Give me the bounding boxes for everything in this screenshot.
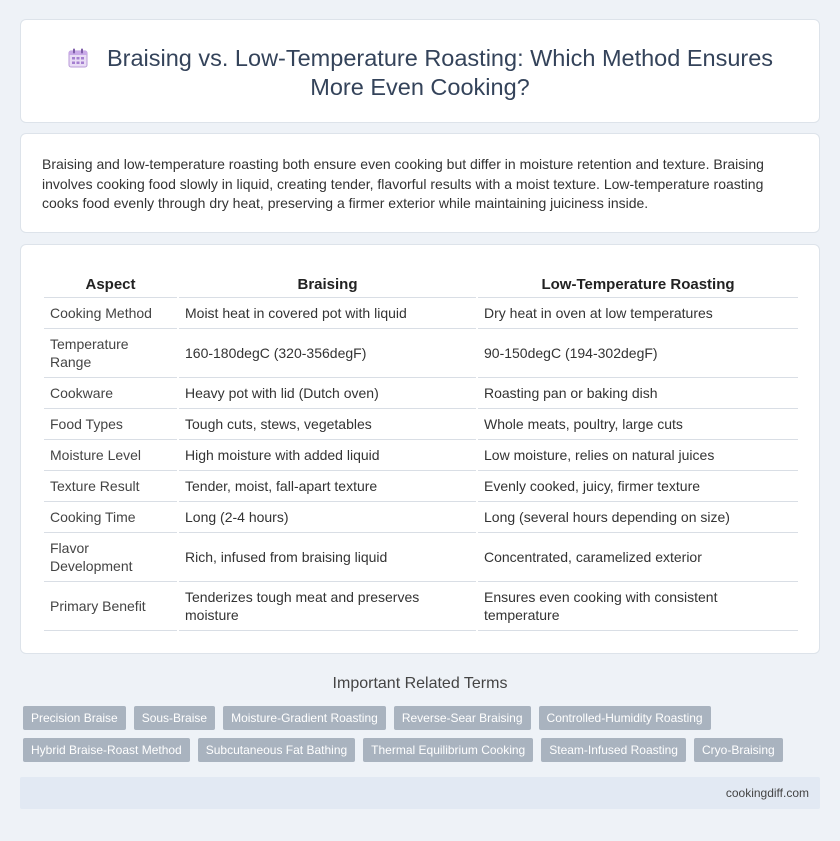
table-row [44, 378, 798, 409]
tag-thermal-equilibrium-cooking[interactable]: Thermal Equilibrium Cooking [363, 738, 533, 762]
cell-aspect: Cooking Method [44, 298, 177, 329]
cell-aspect: Flavor Development [44, 533, 177, 582]
header-roasting: Low-Temperature Roasting [478, 272, 798, 298]
table-row [44, 440, 798, 471]
table-header-row [44, 272, 798, 298]
tag-row [23, 738, 813, 762]
table-row [44, 502, 798, 533]
cell-braising: Tenderizes tough meat and preserves moisture [179, 582, 476, 631]
cell-roasting: Evenly cooked, juicy, firmer texture [478, 471, 798, 502]
footer-site-link[interactable]: cookingdiff.com [725, 786, 809, 800]
cell-roasting: Roasting pan or baking dish [478, 378, 798, 409]
cell-braising: High moisture with added liquid [179, 440, 476, 471]
intro-paragraph: Braising and low-temperature roasting both ensure even cooking but differ in moisture retention and texture. Braising involves cooking food slowly in liquid, creating tender, flavorful results with a moist texture. Low-temperature roasting cooks food evenly through dry heat, preserving a firmer exterior while maintaining juiciness inside. [42, 156, 764, 211]
tag-hybrid-braise-roast[interactable]: Hybrid Braise-Roast Method [23, 738, 190, 762]
header-aspect: Aspect [44, 272, 177, 298]
cell-aspect: Cooking Time [44, 502, 177, 533]
cell-roasting: Dry heat in oven at low temperatures [478, 298, 798, 329]
title-text: Braising vs. Low-Temperature Roasting: Which Method Ensures More Even Cooking? [106, 45, 774, 100]
footer [20, 777, 820, 809]
tag-moisture-gradient-roasting[interactable]: Moisture-Gradient Roasting [223, 706, 386, 730]
cell-braising: Heavy pot with lid (Dutch oven) [179, 378, 476, 409]
table-row [44, 582, 798, 631]
cell-braising: Rich, infused from braising liquid [179, 533, 476, 582]
comparison-table [42, 272, 800, 631]
cell-aspect: Texture Result [44, 471, 177, 502]
cell-roasting: 90-150degC (194-302degF) [478, 329, 798, 378]
table-row [44, 329, 798, 378]
page-title [21, 44, 819, 102]
tag-row [23, 706, 813, 730]
table-row [44, 533, 798, 582]
cell-braising: 160-180degC (320-356degF) [179, 329, 476, 378]
cell-braising: Long (2-4 hours) [179, 502, 476, 533]
tag-subcutaneous-fat-bathing[interactable]: Subcutaneous Fat Bathing [198, 738, 355, 762]
tag-reverse-sear-braising[interactable]: Reverse-Sear Braising [394, 706, 531, 730]
intro-card [20, 133, 820, 233]
table-row [44, 471, 798, 502]
cell-aspect: Food Types [44, 409, 177, 440]
cell-roasting: Concentrated, caramelized exterior [478, 533, 798, 582]
cell-roasting: Low moisture, relies on natural juices [478, 440, 798, 471]
tag-cryo-braising[interactable]: Cryo-Braising [694, 738, 783, 762]
table-row [44, 409, 798, 440]
tag-sous-braise[interactable]: Sous-Braise [134, 706, 215, 730]
cell-roasting: Long (several hours depending on size) [478, 502, 798, 533]
related-terms [23, 706, 813, 770]
tag-precision-braise[interactable]: Precision Braise [23, 706, 126, 730]
tag-controlled-humidity-roasting[interactable]: Controlled-Humidity Roasting [539, 706, 711, 730]
cell-braising: Tough cuts, stews, vegetables [179, 409, 476, 440]
cell-roasting: Ensures even cooking with consistent temperature [478, 582, 798, 631]
calendar-icon [67, 47, 89, 69]
cell-aspect: Temperature Range [44, 329, 177, 378]
tag-steam-infused-roasting[interactable]: Steam-Infused Roasting [541, 738, 686, 762]
cell-braising: Moist heat in covered pot with liquid [179, 298, 476, 329]
cell-aspect: Moisture Level [44, 440, 177, 471]
related-terms-title: Important Related Terms [332, 675, 508, 692]
comparison-card [20, 244, 820, 654]
cell-braising: Tender, moist, fall-apart texture [179, 471, 476, 502]
cell-roasting: Whole meats, poultry, large cuts [478, 409, 798, 440]
cell-aspect: Primary Benefit [44, 582, 177, 631]
title-card [20, 19, 820, 123]
cell-aspect: Cookware [44, 378, 177, 409]
table-row [44, 298, 798, 329]
header-braising: Braising [179, 272, 476, 298]
